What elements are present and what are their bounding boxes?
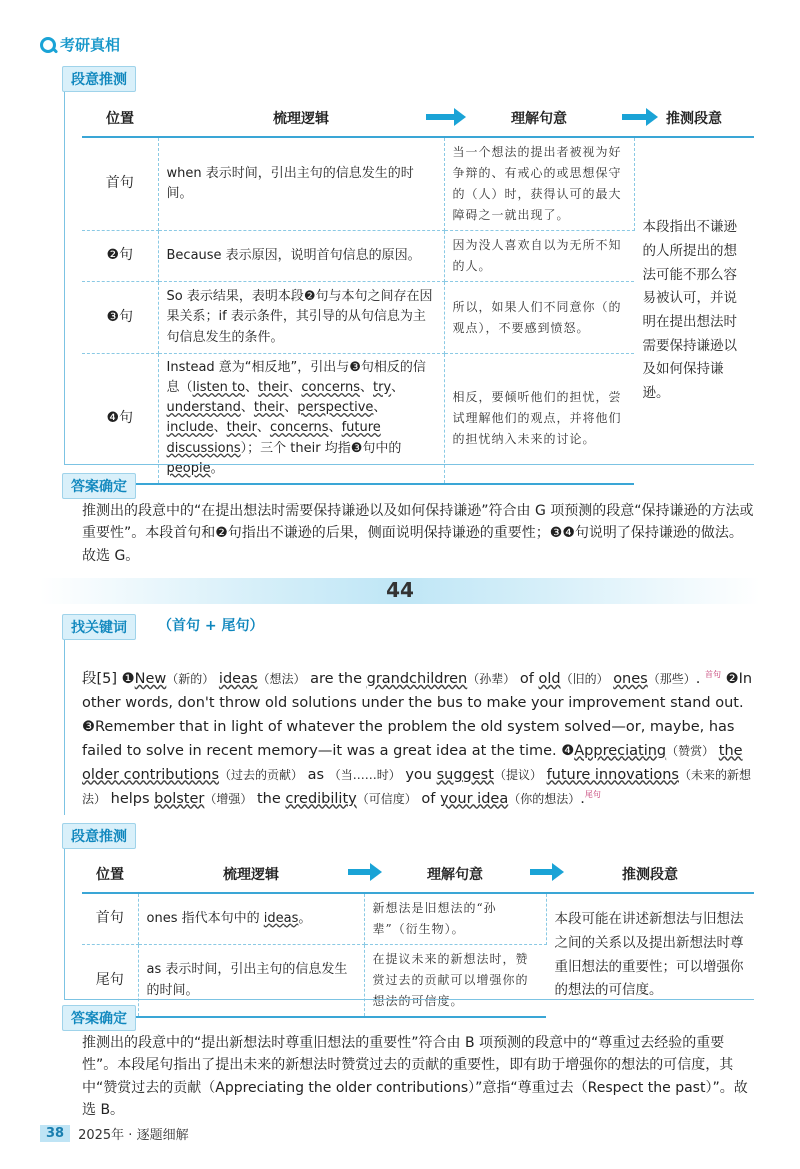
arrow-right-icon bbox=[426, 114, 456, 120]
gloss: （过去的贡献） bbox=[219, 767, 304, 782]
keyword: concerns bbox=[269, 420, 329, 436]
keyword: perspective bbox=[297, 400, 374, 416]
keyword: suggest bbox=[436, 766, 494, 783]
gloss: （想法） bbox=[257, 672, 306, 686]
gloss: （可信度） bbox=[356, 791, 417, 806]
row-meaning: 所以，如果人们不同意你（的观点），不要感到愤怒。 bbox=[444, 282, 634, 354]
arrow-right-icon bbox=[530, 869, 554, 875]
passage-text: of bbox=[416, 790, 440, 807]
answer-explanation: 推测出的段意中的“提出新想法时尊重旧想法的重要性”符合由 B 项预测的段意中的“尊重过去经验的重要性”。本段尾句指出了提出未来的新想法时赞赏过去的贡献的重要性，即有助于增强你的想法的可信度，其中“赞赏过去的贡献（Appreciating the older contributions）”意指“尊重过去（Respect the past）”。故选 B。 bbox=[82, 1035, 748, 1119]
passage-text: 段[5] ❶ bbox=[82, 671, 135, 687]
page-footer bbox=[40, 1124, 189, 1143]
brand-title: 考研真相 bbox=[60, 36, 121, 54]
keyword: people bbox=[166, 460, 211, 476]
header-logic: 梳理逻辑 bbox=[158, 100, 444, 137]
gloss: （你的想法） bbox=[508, 791, 581, 806]
keyword: try bbox=[373, 380, 392, 396]
row-logic: Instead 意为“相反地”，引出与❸句相反的信息（listen to、their、concerns、try、understand、their、perspective、include、their、concerns、future discussions）；三个 their 均指❸句中的 people。 bbox=[158, 354, 444, 484]
paragraph-prediction: 本段指出不谦逊的人所提出的想法可能不那么容易被认可，并说明在提出想法时需要保持谦逊以及如何保持谦逊。 bbox=[642, 219, 737, 401]
keyword: the older contributions bbox=[82, 742, 743, 783]
passage-text: are the bbox=[305, 671, 367, 687]
keyword: bolster bbox=[154, 790, 205, 807]
logic-text: ）；三个 their 均指❸句中的 bbox=[240, 440, 402, 456]
tag-answer-confirm: 答案确定 bbox=[62, 473, 136, 499]
tag-paragraph-inference: 段意推测 bbox=[62, 66, 136, 92]
gloss: （孙辈） bbox=[467, 672, 516, 686]
row-meaning: 新想法是旧想法的“孙辈”（衍生物）。 bbox=[364, 893, 546, 945]
keyword: future innovations bbox=[546, 766, 679, 783]
inference-table-2 bbox=[82, 856, 754, 1018]
keyword: their bbox=[226, 420, 257, 436]
search-icon bbox=[40, 37, 56, 53]
first-sentence-mark: 首句 bbox=[704, 670, 721, 680]
arrow-right-icon bbox=[348, 869, 372, 875]
keyword: listen to bbox=[192, 380, 246, 396]
keyword: ideas bbox=[263, 910, 299, 926]
gloss: （提议） bbox=[493, 767, 542, 782]
header-meaning: 理解句意 bbox=[444, 100, 634, 137]
header-prediction: 推测段意 bbox=[546, 856, 754, 893]
row-meaning: 因为没人喜欢自以为无所不知的人。 bbox=[444, 231, 634, 282]
keyword: Appreciating bbox=[574, 742, 667, 759]
tag-find-keywords: 找关键词 bbox=[62, 614, 136, 640]
inference-table-1 bbox=[82, 100, 754, 485]
row-logic: as 表示时间，引出主句的信息发生的时间。 bbox=[138, 945, 364, 1018]
keyword: include bbox=[166, 420, 214, 436]
gloss: （当……时） bbox=[328, 767, 401, 782]
keyword: concerns bbox=[301, 380, 360, 396]
gloss: （那些） bbox=[647, 672, 696, 686]
header-prediction: 推测段意 bbox=[634, 100, 754, 137]
passage-text: ❷In other words, don't throw old solutions under the bus to make your improvement stand out. ❸Remember that in light of whatever the problem the old system solved—or, maybe, has failed to solve in recent memory—it was a great idea at the time. ❹ bbox=[82, 671, 753, 759]
passage-paragraph-5: 段[5] ❶New（新的） ideas（想法） are the grandchildren（孙辈） of old（旧的） ones（那些）. $^{首句}$ ❷In other words, don't throw old solutions under the bus to make your improvement stand out. ❸Remember that in light of whatever the problem the old system solved—or, maybe, has failed to solve in recent memory—it was a great idea at the time. ❹Appreciating（赞赏） the older contributions（过去的贡献） as （当……时） you suggest（提议） future innovations（未来的新想法） helps bolster（增强） the credibility（可信度） of your idea（你的想法）.$^{尾句}$ bbox=[82, 670, 753, 807]
brand-header bbox=[40, 34, 120, 55]
header-meaning: 理解句意 bbox=[364, 856, 546, 893]
keyword: grandchildren bbox=[366, 671, 468, 687]
section-guide-line bbox=[64, 999, 754, 1000]
keyword: their bbox=[258, 380, 289, 396]
passage-text: helps bbox=[106, 790, 155, 807]
arrow-right-icon bbox=[622, 114, 648, 120]
row-logic: when 表示时间，引出主句的信息发生的时间。 bbox=[158, 137, 444, 231]
header-position: 位置 bbox=[82, 856, 138, 893]
row-logic: So 表示结果，表明本段❷句与本句之间存在因果关系；if 表示条件，其引导的从句信息为主句信息发生的条件。 bbox=[158, 282, 444, 354]
logic-text: Instead 意为“相反地”，引出与❸句相反的信息（ bbox=[166, 360, 426, 396]
row-position: ❷句 bbox=[82, 231, 158, 282]
tag-answer-confirm: 答案确定 bbox=[62, 1005, 136, 1031]
row-logic: Because 表示原因，说明首句信息的原因。 bbox=[158, 231, 444, 282]
gloss: （增强） bbox=[204, 791, 253, 806]
passage-text: you bbox=[400, 766, 437, 783]
row-position: 首句 bbox=[82, 137, 158, 231]
row-position: ❸句 bbox=[82, 282, 158, 354]
keyword: understand bbox=[166, 400, 241, 416]
keyword: ideas bbox=[218, 671, 258, 687]
keyword: future discussions bbox=[166, 420, 381, 456]
answer-explanation: 推测出的段意中的“在提出想法时需要保持谦逊以及如何保持谦逊”符合由 G 项预测的段意“保持谦逊的方法或重要性”。本段首句和❷句指出不谦逊的后果，侧面说明保持谦逊的重要性；❸❹句说明了保持谦逊的做法。故选 G。 bbox=[82, 503, 754, 564]
last-sentence-mark: 尾句 bbox=[584, 789, 601, 799]
gloss: （未来的新想法） bbox=[82, 767, 751, 806]
gloss: （旧的） bbox=[560, 672, 609, 686]
keyword: ones bbox=[613, 671, 648, 687]
row-logic bbox=[138, 893, 364, 945]
keyword: credibility bbox=[285, 790, 357, 807]
passage-text: . bbox=[580, 790, 585, 807]
paragraph-prediction: 本段可能在讲述新想法与旧想法之间的关系以及提出新想法时尊重旧想法的重要性；可以增强你的想法的可信度。 bbox=[554, 911, 744, 999]
row-meaning: 相反，要倾听他们的担忧，尝试理解他们的观点，并将他们的担忧纳入未来的讨论。 bbox=[444, 354, 634, 484]
keyword: your idea bbox=[439, 790, 509, 807]
row-meaning: 当一个想法的提出者被视为好争辩的、有戒心的或思想保守的（人）时，获得认可的最大障碍之一就出现了。 bbox=[444, 137, 634, 231]
gloss: （赞赏） bbox=[666, 743, 715, 758]
section-guide-line bbox=[64, 464, 754, 465]
row-position: 尾句 bbox=[82, 945, 138, 1018]
logic-text: 。 bbox=[298, 910, 312, 926]
keyword: their bbox=[253, 400, 285, 416]
section-guide-line bbox=[64, 640, 65, 815]
passage-text: of bbox=[515, 671, 539, 687]
page-number: 38 bbox=[40, 1125, 70, 1142]
header-logic: 梳理逻辑 bbox=[138, 856, 364, 893]
logic-text: ones 指代本句中的 bbox=[146, 910, 260, 926]
row-meaning: 在提议未来的新想法时，赞赏过去的贡献可以增强你的想法的可信度。 bbox=[364, 945, 546, 1018]
header-position: 位置 bbox=[82, 100, 158, 137]
section-guide-line bbox=[64, 92, 65, 464]
passage-text: as bbox=[303, 766, 329, 783]
section-guide-line bbox=[64, 849, 65, 999]
footer-title: 2025年 · 逐题细解 bbox=[78, 1128, 189, 1143]
keyword: old bbox=[538, 671, 561, 687]
tag-paragraph-inference: 段意推测 bbox=[62, 823, 136, 849]
table-row bbox=[82, 137, 754, 231]
row-position: ❹句 bbox=[82, 354, 158, 484]
table-row bbox=[82, 893, 754, 945]
keywords-hint: （首句 + 尾句） bbox=[158, 618, 264, 634]
passage-text: the bbox=[252, 790, 286, 807]
row-position: 首句 bbox=[82, 893, 138, 945]
gloss: （新的） bbox=[166, 672, 215, 686]
keyword: New bbox=[134, 671, 167, 687]
table-header-row bbox=[82, 856, 754, 893]
question-number: 44 bbox=[386, 578, 414, 602]
